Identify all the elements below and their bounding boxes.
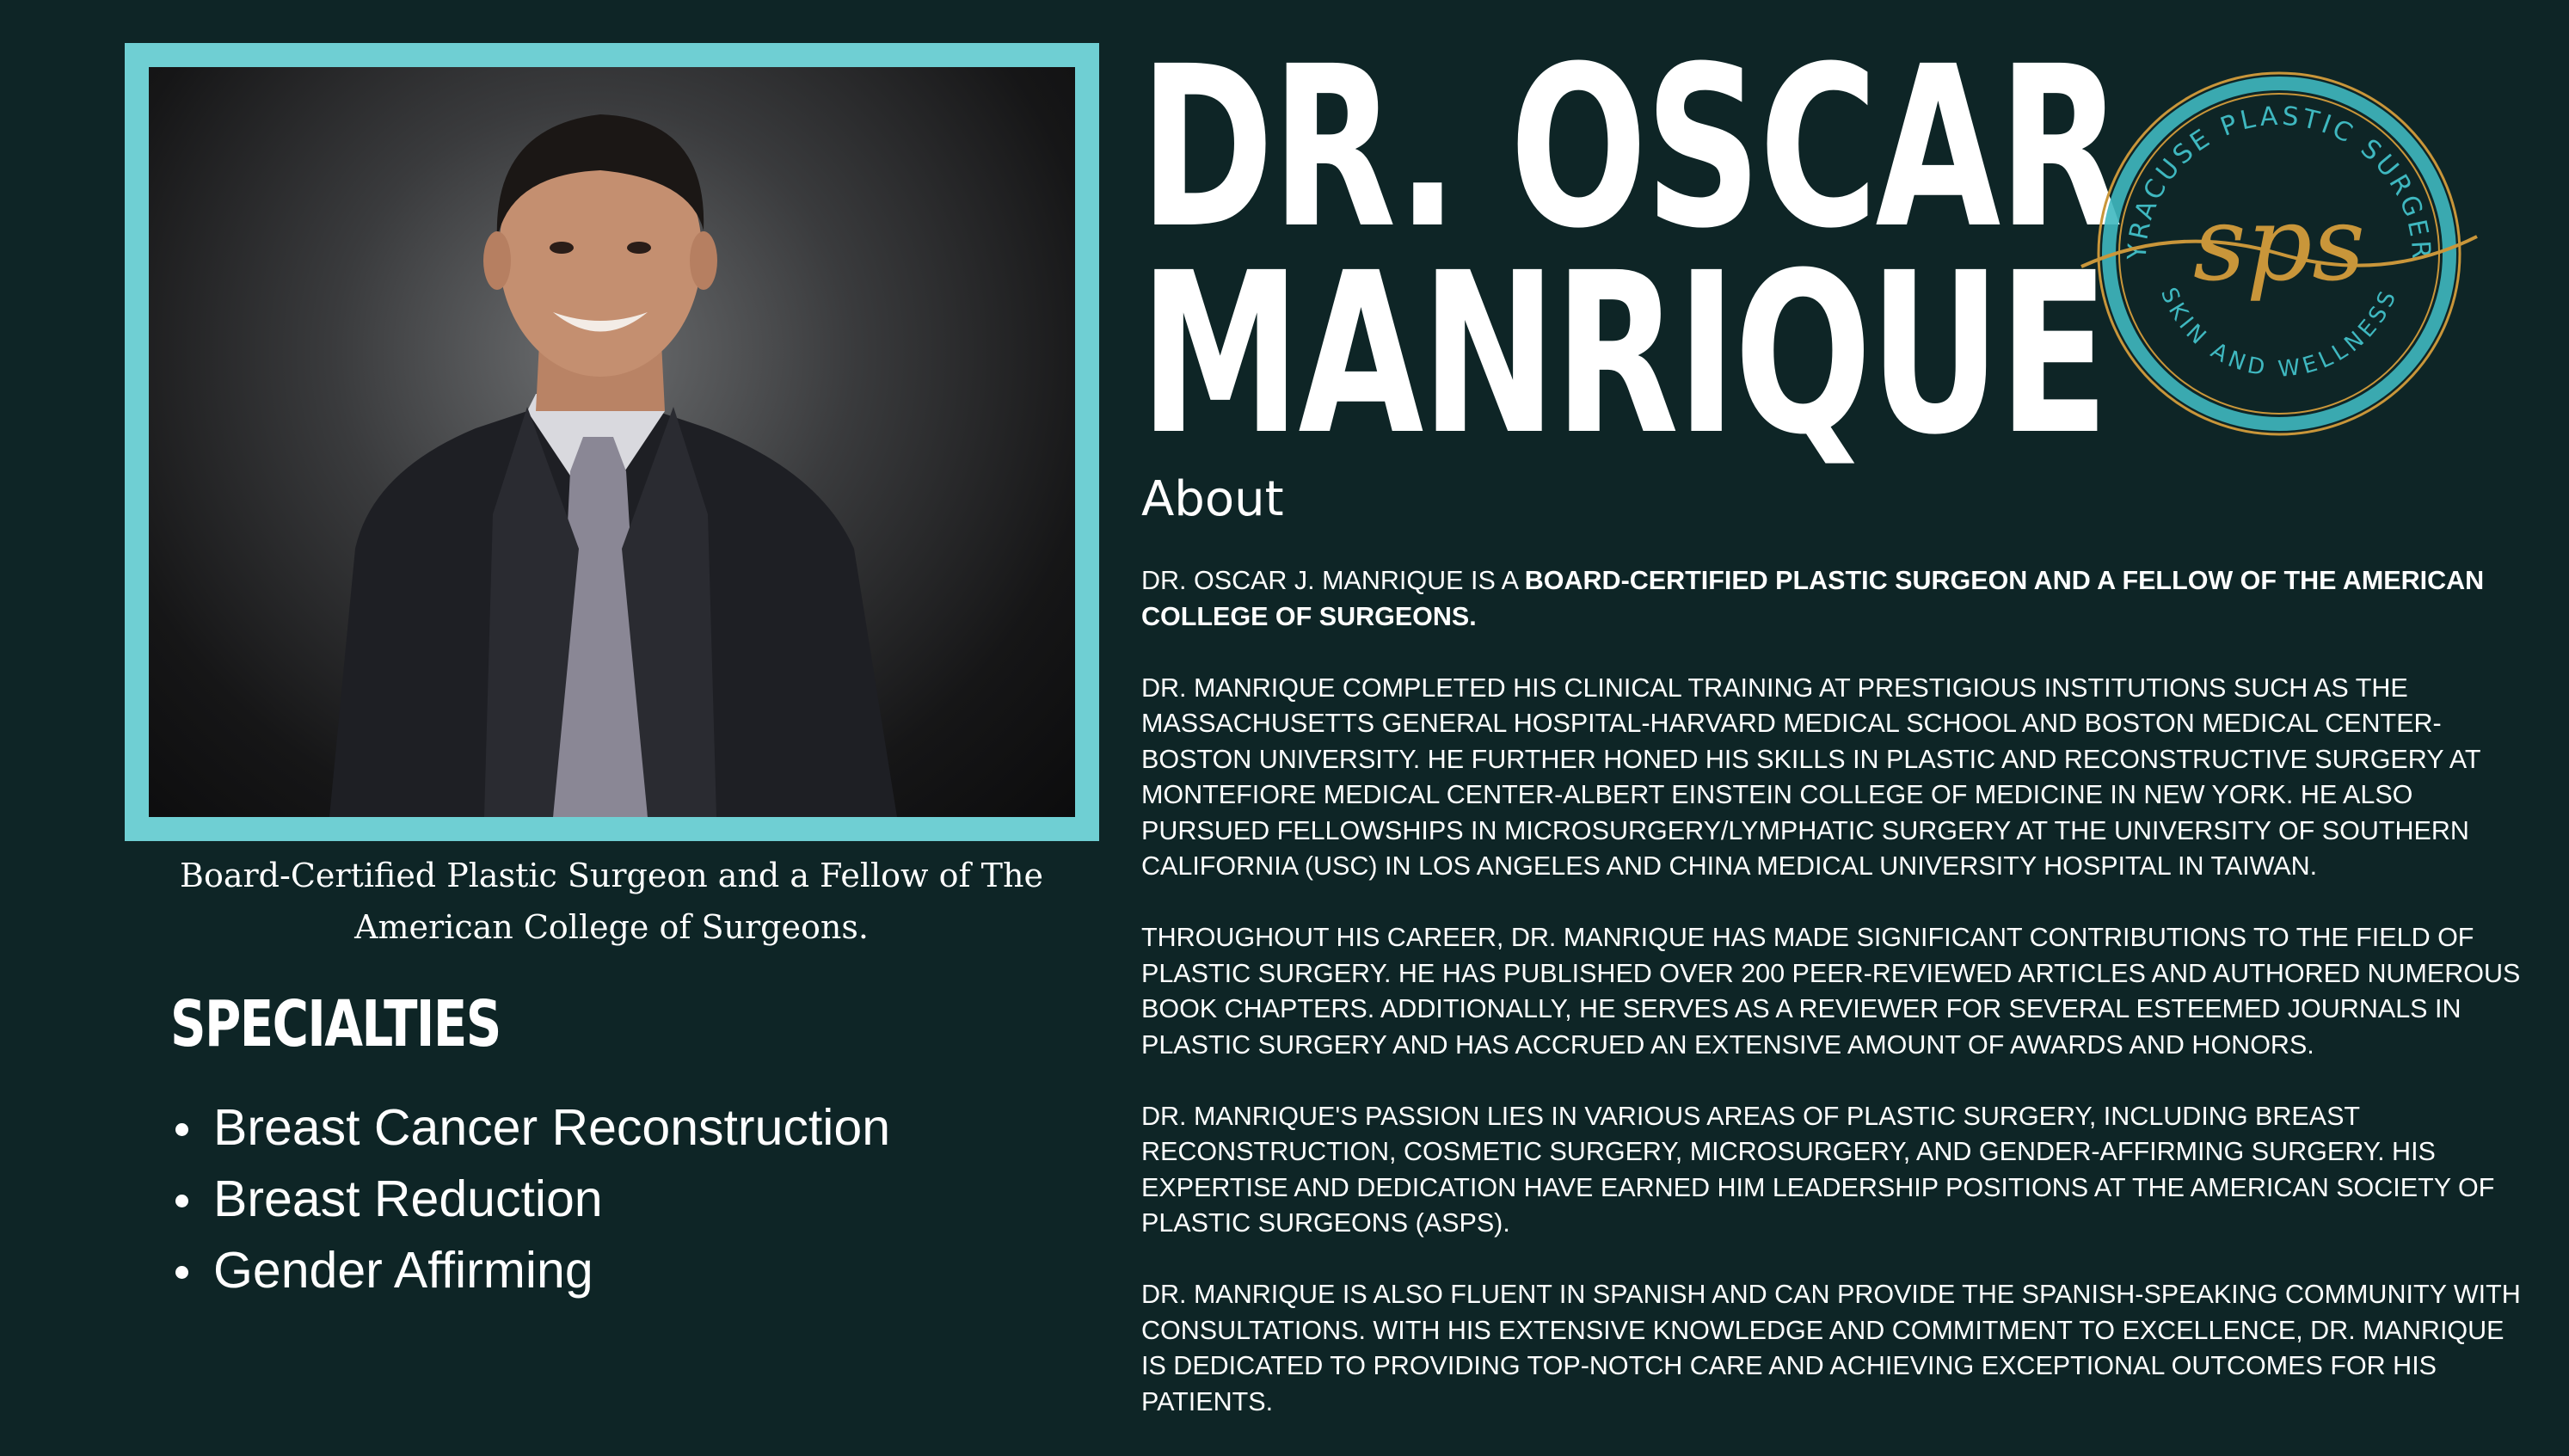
about-paragraph-4: DR. MANRIQUE'S PASSION LIES IN VARIOUS AREAS OF PLASTIC SURGERY, INCLUDING BREAST RECONSTRUCTION, COSMETIC SURGERY, MICROSURGERY, AND GENDER-AFFIRMING SURGERY. HIS EXPERTISE AND DEDICATION HAVE EARNED HIM LEADERSHIP POSITIONS AT THE AMERICAN SOCIETY OF PLASTIC SURGEONS (ASPS).: [1141, 1101, 2495, 1238]
specialty-item: Breast Cancer Reconstruction: [170, 1092, 890, 1164]
about-p1-bold: BOARD-CERTIFIED PLASTIC SURGEON AND A FELLOW OF THE AMERICAN COLLEGE OF SURGEONS.: [1141, 566, 2485, 631]
logo-bottom-text: SKIN AND WELLNESS: [2154, 284, 2404, 384]
doctor-name: [1140, 19, 2121, 483]
logo-monogram: sps: [2193, 185, 2365, 304]
specialty-item: Breast Reduction: [170, 1164, 890, 1235]
about-p1-plain: DR. OSCAR J. MANRIQUE IS A: [1141, 566, 1525, 595]
about-heading: About: [1141, 471, 1284, 527]
doctor-portrait-photo: [149, 67, 1075, 817]
specialties-heading: SPECIALTIES: [170, 987, 501, 1061]
about-body: [1141, 563, 2535, 1456]
about-paragraph-1: [1141, 563, 2535, 635]
specialty-item: Gender Affirming: [170, 1235, 890, 1306]
about-paragraph-3: THROUGHOUT HIS CAREER, DR. MANRIQUE HAS MADE SIGNIFICANT CONTRIBUTIONS TO THE FIELD OF PLASTIC SURGERY. HE HAS PUBLISHED OVER 200 PEER-REVIEWED ARTICLES AND AUTHORED NUMEROUS BOOK CHAPTERS. ADDITIONALLY, HE SERVES AS A REVIEWER FOR SEVERAL ESTEEMED JOURNALS IN PLASTIC SURGERY AND HAS ACCRUED AN EXTENSIVE AMOUNT OF AWARDS AND HONORS.: [1141, 923, 2521, 1060]
logo-seal-icon: [2064, 60, 2494, 439]
name-line-2: MANRIQUE: [1140, 225, 2107, 483]
about-paragraph-5: DR. MANRIQUE IS ALSO FLUENT IN SPANISH AND CAN PROVIDE THE SPANISH-SPEAKING COMMUNITY WITH CONSULTATIONS. WITH HIS EXTENSIVE KNOWLEDGE AND COMMITMENT TO EXCELLENCE, DR. MANRIQUE IS DEDICATED TO PROVIDING TOP-NOTCH CARE AND ACHIEVING EXCEPTIONAL OUTCOMES FOR HIS PATIENTS.: [1141, 1280, 2521, 1416]
portrait-illustration: [149, 67, 1075, 817]
name-line-1: DR. OSCAR: [1140, 19, 2121, 277]
syracuse-plastic-surgery-logo: [2064, 60, 2494, 439]
specialties-list: [170, 1092, 890, 1306]
about-paragraph-2: DR. MANRIQUE COMPLETED HIS CLINICAL TRAINING AT PRESTIGIOUS INSTITUTIONS SUCH AS THE MASSACHUSETTS GENERAL HOSPITAL-HARVARD MEDICAL SCHOOL AND BOSTON MEDICAL CENTER-BOSTON UNIVERSITY. HE FURTHER HONED HIS SKILLS IN PLASTIC AND RECONSTRUCTIVE SURGERY AT MONTEFIORE MEDICAL CENTER-ALBERT EINSTEIN COLLEGE OF MEDICINE IN NEW YORK. HE ALSO PURSUED FELLOWSHIPS IN MICROSURGERY/LYMPHATIC SURGERY AT THE UNIVERSITY OF SOUTHERN CALIFORNIA (USC) IN LOS ANGELES AND CHINA MEDICAL UNIVERSITY HOSPITAL IN TAIWAN.: [1141, 673, 2480, 881]
photo-frame: [125, 43, 1099, 841]
logo-top-text: YRACUSE PLASTIC SURGER: [2122, 101, 2437, 261]
photo-caption: Board-Certified Plastic Surgeon and a Fellow of The American College of Surgeons.: [180, 857, 1043, 946]
